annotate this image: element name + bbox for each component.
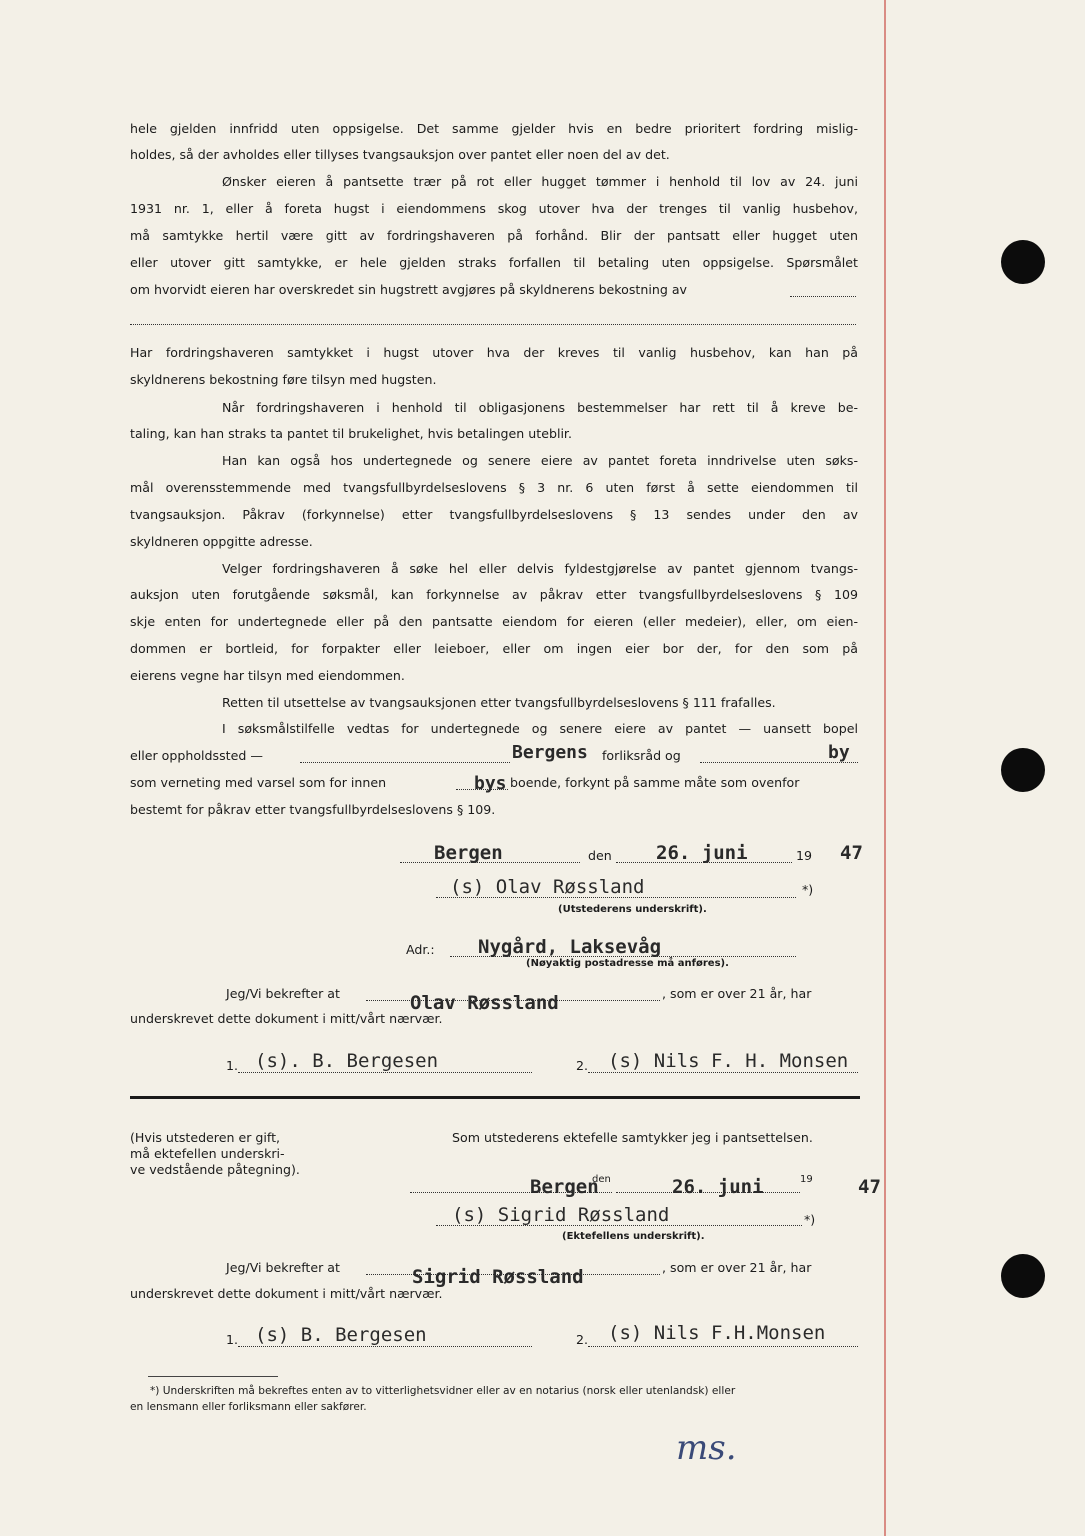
- punch-hole: [1001, 240, 1045, 284]
- body-line: Ønsker eieren å pantsette trær på rot eller hugget tømmer i henhold til lov av 24. juni: [222, 174, 858, 189]
- body-line: må samtykke hertil være gitt av fordringshaveren på forhånd. Blir der pantsatt eller hugget uten: [130, 228, 858, 243]
- issuer-adr-label: Adr.:: [406, 942, 435, 957]
- spouse-note: ve vedstående påtegning).: [130, 1162, 300, 1177]
- fill-line: [238, 1072, 532, 1073]
- fill-line: [588, 1346, 858, 1347]
- body-line: holdes, så der avholdes eller tillyses tvangsauksjon over pantet eller noen del av det.: [130, 147, 670, 162]
- margin-rule: [884, 0, 886, 1536]
- body-line: tvangsauksjon. Påkrav (forkynnelse) etter tvangsfullbyrdelseslovens § 13 sendes under den av: [130, 507, 858, 522]
- venue-fill-by: by: [828, 742, 850, 763]
- fill-line: [238, 1346, 532, 1347]
- spouse-witness2-num: 2.: [576, 1332, 589, 1347]
- spouse-note: må ektefellen underskri-: [130, 1146, 285, 1161]
- punch-hole: [1001, 1254, 1045, 1298]
- body-line: taling, kan han straks ta pantet til brukelighet, hvis betalingen uteblir.: [130, 426, 572, 441]
- spouse-confirm-prefix: Jeg/Vi bekrefter at: [226, 1260, 340, 1275]
- fill-line: [130, 324, 856, 325]
- spouse-day: 26. juni: [672, 1176, 764, 1198]
- fill-line: [300, 762, 510, 763]
- body-line: skyldnerens bekostning føre tilsyn med hugsten.: [130, 372, 437, 387]
- issuer-confirm-suffix: , som er over 21 år, har: [662, 986, 812, 1001]
- spouse-year-prefix: 19: [800, 1174, 813, 1185]
- venue-mid: forliksråd og: [602, 748, 681, 763]
- issuer-star: *): [802, 882, 814, 897]
- spouse-signature: (s) Sigrid Røssland: [452, 1204, 670, 1226]
- spouse-witness1-num: 1.: [226, 1332, 239, 1347]
- body-line: hele gjelden innfridd uten oppsigelse. Det samme gjelder hvis en bedre prioritert fordring mislig-: [130, 121, 858, 136]
- venue-line2-prefix: som verneting med varsel som for innen: [130, 775, 387, 790]
- issuer-place: Bergen: [434, 842, 503, 864]
- spouse-star: *): [804, 1212, 816, 1227]
- issuer-day: 26. juni: [656, 842, 748, 864]
- punch-hole: [1001, 748, 1045, 792]
- body-line: skyldneren oppgitte adresse.: [130, 534, 313, 549]
- spouse-witness1: (s) B. Bergesen: [255, 1324, 427, 1346]
- issuer-witness2: (s) Nils F. H. Monsen: [608, 1050, 849, 1072]
- venue-city: Bergens: [512, 742, 588, 763]
- spouse-year-suffix: 47: [858, 1176, 881, 1198]
- issuer-signature-caption: (Utstederens underskrift).: [558, 904, 707, 915]
- spouse-witness2: (s) Nils F.H.Monsen: [608, 1322, 826, 1344]
- spouse-confirm-line2: underskrevet dette dokument i mitt/vårt nærvær.: [130, 1286, 443, 1301]
- issuer-year-suffix: 47: [840, 842, 863, 864]
- spouse-confirm-name: Sigrid Røssland: [412, 1266, 584, 1288]
- fill-line: [790, 296, 856, 297]
- spouse-note: (Hvis utstederen er gift,: [130, 1130, 281, 1145]
- body-line: eller utover gitt samtykke, er hele gjelden straks forfallen til betaling uten oppsigelse. Spørsmålet: [130, 255, 858, 270]
- spouse-den: den: [592, 1174, 611, 1185]
- venue-line3: bestemt for påkrav etter tvangsfullbyrdelseslovens § 109.: [130, 802, 496, 817]
- body-line: mål overensstemmende med tvangsfullbyrdelseslovens § 3 nr. 6 uten først å sette eiendommen til: [130, 480, 858, 495]
- issuer-signature: (s) Olav Røssland: [450, 876, 645, 898]
- body-line: auksjon uten forutgående søksmål, kan forkynnelse av påkrav etter tvangsfullbyrdelseslovens § 109: [130, 587, 858, 602]
- spouse-consent: Som utstederens ektefelle samtykker jeg i pantsettelsen.: [452, 1130, 813, 1145]
- body-line: Retten til utsettelse av tvangsauksjonen etter tvangsfullbyrdelseslovens § 111 frafalles.: [222, 695, 776, 710]
- body-line: Han kan også hos undertegnede og senere eiere av pantet foreta inndrivelse uten søks-: [222, 453, 858, 468]
- body-line: Har fordringshaveren samtykket i hugst utover hva der kreves til vanlig husbehov, kan han på: [130, 345, 858, 360]
- body-line: Når fordringshaveren i henhold til obligasjonens bestemmelser har rett til å kreve be-: [222, 400, 858, 415]
- body-line: 1931 nr. 1, eller å foreta hugst i eiendommens skog utover hva der trenges til vanlig husbehov,: [130, 201, 858, 216]
- body-line: I søksmålstilfelle vedtas for undertegnede og senere eiere av pantet — uansett bopel: [222, 721, 858, 736]
- footnote-line1: *) Underskriften må bekreftes enten av to vitterlighetsvidner eller av en notarius (norsk eller utenlandsk) eller: [150, 1385, 736, 1397]
- issuer-address: Nygård, Laksevåg: [478, 936, 662, 958]
- body-line: eierens vegne har tilsyn med eiendommen.: [130, 668, 405, 683]
- issuer-confirm-line2: underskrevet dette dokument i mitt/vårt nærvær.: [130, 1011, 443, 1026]
- spouse-confirm-suffix: , som er over 21 år, har: [662, 1260, 812, 1275]
- body-line: om hvorvidt eieren har overskredet sin hugstrett avgjøres på skyldnerens bekostning av: [130, 282, 687, 297]
- spouse-signature-caption: (Ektefellens underskrift).: [562, 1231, 705, 1242]
- issuer-witness1-num: 1.: [226, 1058, 239, 1073]
- issuer-address-caption: (Nøyaktig postadresse må anføres).: [526, 958, 729, 969]
- issuer-witness2-num: 2.: [576, 1058, 589, 1073]
- issuer-confirm-name: Olav Røssland: [410, 992, 559, 1014]
- venue-line2-suffix: boende, forkynt på samme måte som ovenfor: [510, 775, 800, 790]
- body-line: Velger fordringshaveren å søke hel eller delvis fyldestgjørelse av pantet gjennom tvangs-: [222, 561, 858, 576]
- footnote-rule: [148, 1376, 278, 1377]
- issuer-confirm-prefix: Jeg/Vi bekrefter at: [226, 986, 340, 1001]
- body-line: skje enten for undertegnede eller på den pantsatte eiendom for eieren (eller medeier), eller, om eien-: [130, 614, 858, 629]
- body-line: dommen er bortleid, for forpakter eller leieboer, eller om ingen eier bor der, for den som på: [130, 641, 858, 656]
- issuer-witness1: (s). B. Bergesen: [255, 1050, 439, 1072]
- venue-prefix: eller oppholdssted —: [130, 748, 263, 763]
- venue-fill-bys: bys: [474, 773, 507, 794]
- issuer-year-prefix: 19: [796, 848, 813, 863]
- issuer-den: den: [588, 848, 612, 863]
- fill-line: [588, 1072, 858, 1073]
- spouse-place: Bergen: [530, 1176, 599, 1198]
- handwritten-initials: ms.: [676, 1428, 737, 1468]
- footnote-line2: en lensmann eller forliksmann eller sakfører.: [130, 1401, 367, 1413]
- section-divider: [130, 1096, 860, 1099]
